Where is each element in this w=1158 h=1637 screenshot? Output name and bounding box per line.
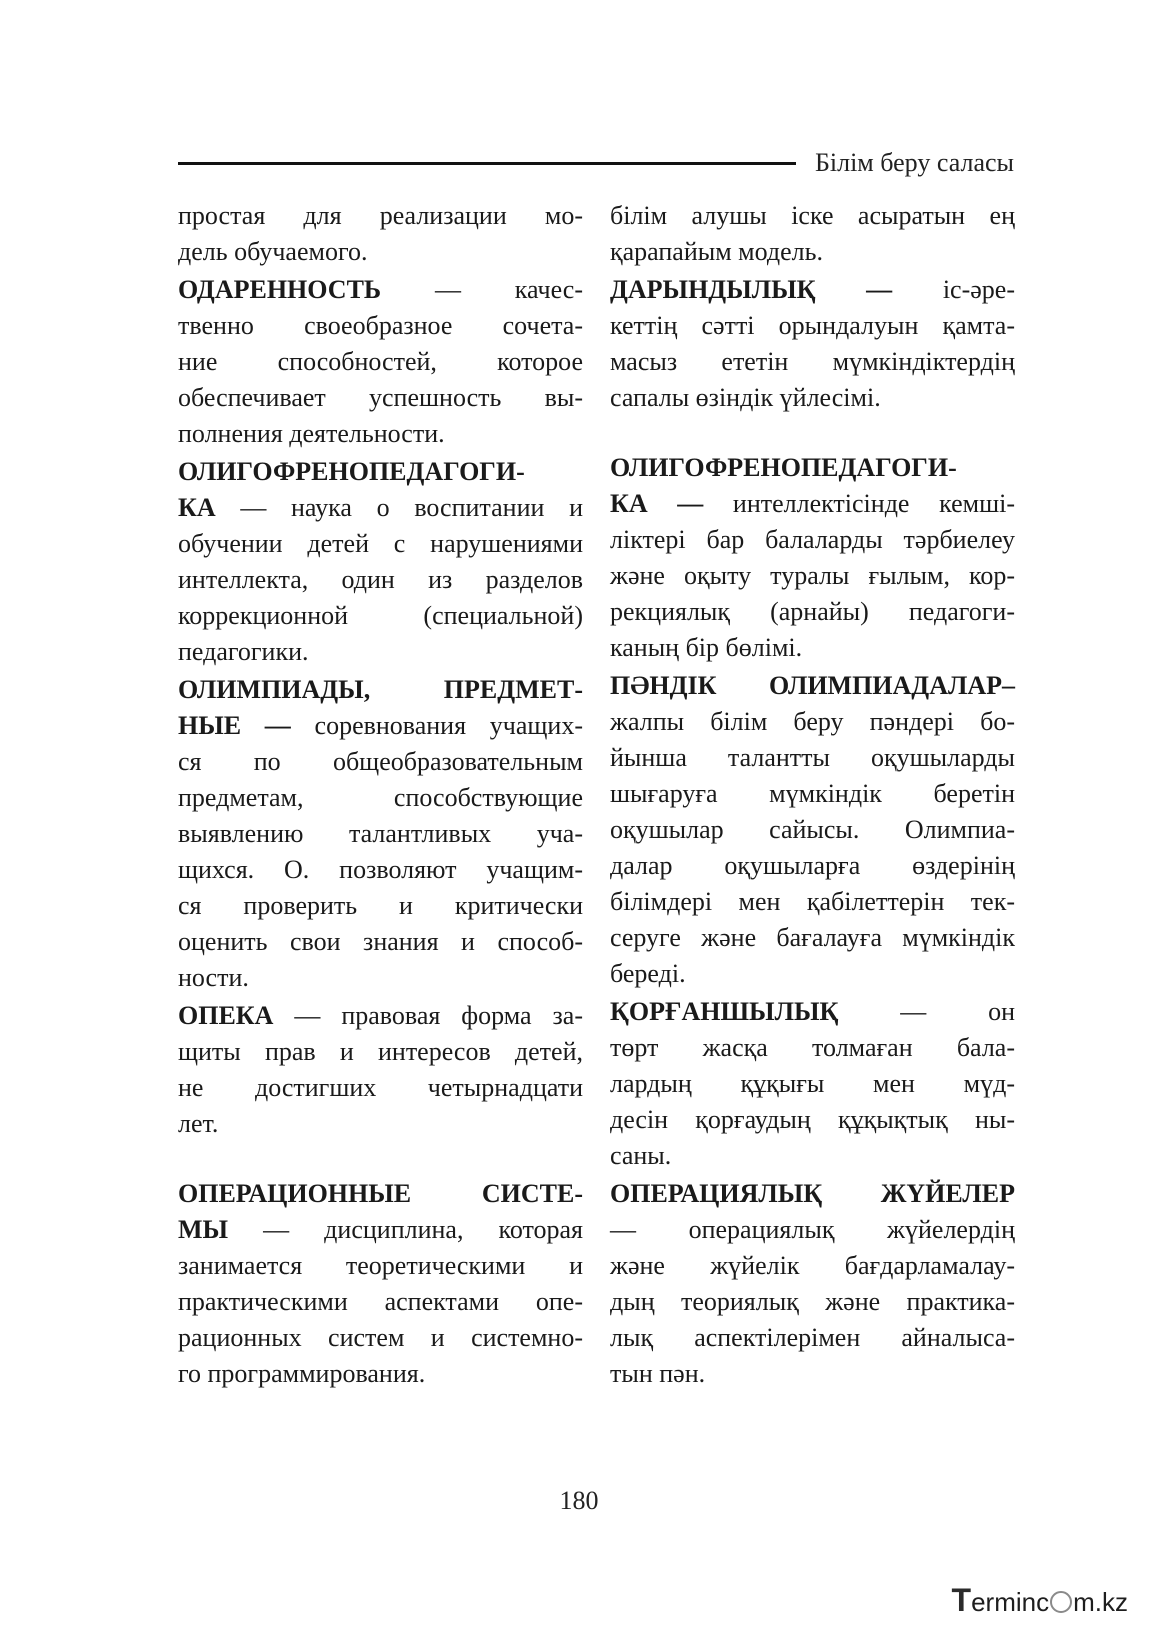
entry-line: саны. — [610, 1141, 672, 1170]
page-number: 180 — [559, 1486, 599, 1515]
entry-line: десін қорғаудың құқықтық ны- — [610, 1105, 1015, 1134]
entry-line: ліктері бар балаларды тәрбиелеу — [610, 525, 1015, 554]
watermark-letter: T — [951, 1582, 972, 1618]
entry-line: коррекционной (специальной) — [178, 601, 583, 630]
entry-line-term: МЫ — дисциплина, которая — [178, 1215, 583, 1244]
entry-oligofrenopedagogika — [178, 454, 583, 670]
entry-line: предметам, способствующие — [178, 783, 583, 812]
entry-line: йынша талантты оқушыларды — [610, 743, 1015, 772]
watermark-circle-icon — [1050, 1591, 1072, 1613]
entry-line: лық аспектілерімен айналыса- — [610, 1323, 1015, 1352]
entry-line: лет. — [178, 1109, 219, 1138]
entry-line: го программирования. — [178, 1359, 426, 1388]
left-column — [178, 198, 583, 1394]
entry-korganshylyk — [610, 994, 1015, 1174]
entry-line: выявлению талантливых уча- — [178, 819, 583, 848]
entry-line-term: ПӘНДІК ОЛИМПИАДАЛАР– — [610, 671, 1015, 700]
entry-line: рационных систем и системно- — [178, 1323, 583, 1352]
entry-line-term: ОПЕРАЦИОННЫЕ СИСТЕ- — [178, 1179, 583, 1208]
entry-line: далар оқушыларға өздерінің — [610, 851, 1015, 880]
entry-line: қарапайым модель. — [610, 237, 823, 266]
entry-line-term: ОПЕКА — правовая форма за- — [178, 1001, 583, 1030]
entry-line: дың теориялық және практика- — [610, 1287, 1015, 1316]
entry-line: сапалы өзіндік үйлесімі. — [610, 383, 881, 412]
entry-odarennost — [178, 272, 583, 452]
entry-line: полнения деятельности. — [178, 419, 445, 448]
entry-line-term: КА — наука о воспитании и — [178, 493, 583, 522]
entry-line: педагогики. — [178, 637, 309, 666]
entry-line: серуге және бағалауға мүмкіндік — [610, 923, 1015, 952]
entry-line: обучении детей с нарушениями — [178, 529, 583, 558]
entry-term: ОДАРЕННОСТЬ — [178, 275, 382, 304]
entry-opeka — [178, 998, 583, 1142]
entry-line: практическими аспектами опе- — [178, 1287, 583, 1316]
entry-line: занимается теоретическими и — [178, 1251, 583, 1280]
entry-line: ние способностей, которое — [178, 347, 583, 376]
entry-line: кеттің сәтті орындалуын қамта- — [610, 311, 1015, 340]
entry-daryndylyk — [610, 272, 1015, 416]
entry-line: және жүйелік бағдарламалау- — [610, 1251, 1015, 1280]
entry-line: ся проверить и критически — [178, 891, 583, 920]
entry-line-term: НЫЕ — соревнования учащих- — [178, 711, 583, 740]
entry-line: тын пән. — [610, 1359, 706, 1388]
entry-line-term: ОПЕРАЦИЯЛЫҚ ЖҮЙЕЛЕР — [610, 1179, 1015, 1208]
entry-line: лардың құқығы мен мүд- — [610, 1069, 1015, 1098]
header-title: Білім беру саласы — [814, 148, 1014, 177]
entry-term: ОПЕКА — [178, 1001, 274, 1030]
entry-line: және оқыту туралы ғылым, кор- — [610, 561, 1015, 590]
header-rule — [178, 162, 796, 165]
running-header — [178, 146, 1014, 180]
entry-term: КА — [178, 493, 216, 522]
watermark-domain: m.kz — [1073, 1587, 1128, 1617]
entry-olimpiady — [178, 672, 583, 996]
entry-line: обеспечивает успешность вы- — [178, 383, 583, 412]
entry-line: ся по общеобразовательным — [178, 747, 583, 776]
entry-continuation-left — [178, 198, 583, 270]
entry-line: рекциялық (арнайы) педагоги- — [610, 597, 1015, 626]
entry-line-term: ОЛИМПИАДЫ, ПРЕДМЕТ- — [178, 675, 583, 704]
entry-line: білім алушы іске асыратын ең — [610, 201, 1015, 230]
entry-operatsiyalyk-zhuieler — [610, 1176, 1015, 1392]
entry-line: каның бір бөлімі. — [610, 633, 803, 662]
entry-term: КА — — [610, 489, 704, 518]
entry-line: дель обучаемого. — [178, 237, 368, 266]
entry-line: береді. — [610, 959, 686, 988]
entry-term: ДАРЫНДЫЛЫҚ — — [610, 275, 893, 304]
entry-oligofrenopedagogika-kz — [610, 450, 1015, 666]
entry-line-term: ОЛИГОФРЕНОПЕДАГОГИ- — [178, 457, 525, 486]
entry-term: МЫ — [178, 1215, 229, 1244]
entry-line-term: ОДАРЕННОСТЬ — качес- — [178, 275, 583, 304]
entry-term: НЫЕ — — [178, 711, 291, 740]
entry-line: ности. — [178, 963, 249, 992]
entry-line: білімдері мен қабілеттерін тек- — [610, 887, 1015, 916]
entry-line: щиты прав и интересов детей, — [178, 1037, 583, 1066]
entry-line: жалпы білім беру пәндері бо- — [610, 707, 1015, 736]
entry-line-term: ҚОРҒАНШЫЛЫҚ — он — [610, 997, 1015, 1026]
entry-pandik-olimpiadalar — [610, 668, 1015, 992]
entry-line: масыз ететін мүмкіндіктердің — [610, 347, 1015, 376]
entry-continuation-right — [610, 198, 1015, 270]
entry-line: щихся. О. позволяют учащим- — [178, 855, 583, 884]
entry-term: ҚОРҒАНШЫЛЫҚ — [610, 997, 839, 1026]
entry-line: төрт жасқа толмаған бала- — [610, 1033, 1015, 1062]
entry-line: — операциялық жүйелердің — [610, 1215, 1015, 1244]
entry-line: твенно своеобразное сочета- — [178, 311, 583, 340]
entry-line: простая для реализации мо- — [178, 201, 583, 230]
entry-line: оценить свои знания и способ- — [178, 927, 583, 956]
right-column — [610, 198, 1015, 1394]
watermark-text: erminc — [971, 1587, 1050, 1617]
entry-line: не достигших четырнадцати — [178, 1073, 583, 1102]
entry-line: оқушылар сайысы. Олимпиа- — [610, 815, 1015, 844]
entry-operatsionnye-sistemy — [178, 1176, 583, 1392]
termincom-watermark[interactable] — [952, 1582, 1128, 1618]
entry-line-term: ДАРЫНДЫЛЫҚ — іс-әре- — [610, 275, 1015, 304]
entry-line: интеллекта, один из разделов — [178, 565, 583, 594]
entry-line: шығаруға мүмкіндік беретін — [610, 779, 1015, 808]
entry-line-term: ОЛИГОФРЕНОПЕДАГОГИ- — [610, 453, 957, 482]
entry-line-term: КА — интеллектісінде кемші- — [610, 489, 1015, 518]
